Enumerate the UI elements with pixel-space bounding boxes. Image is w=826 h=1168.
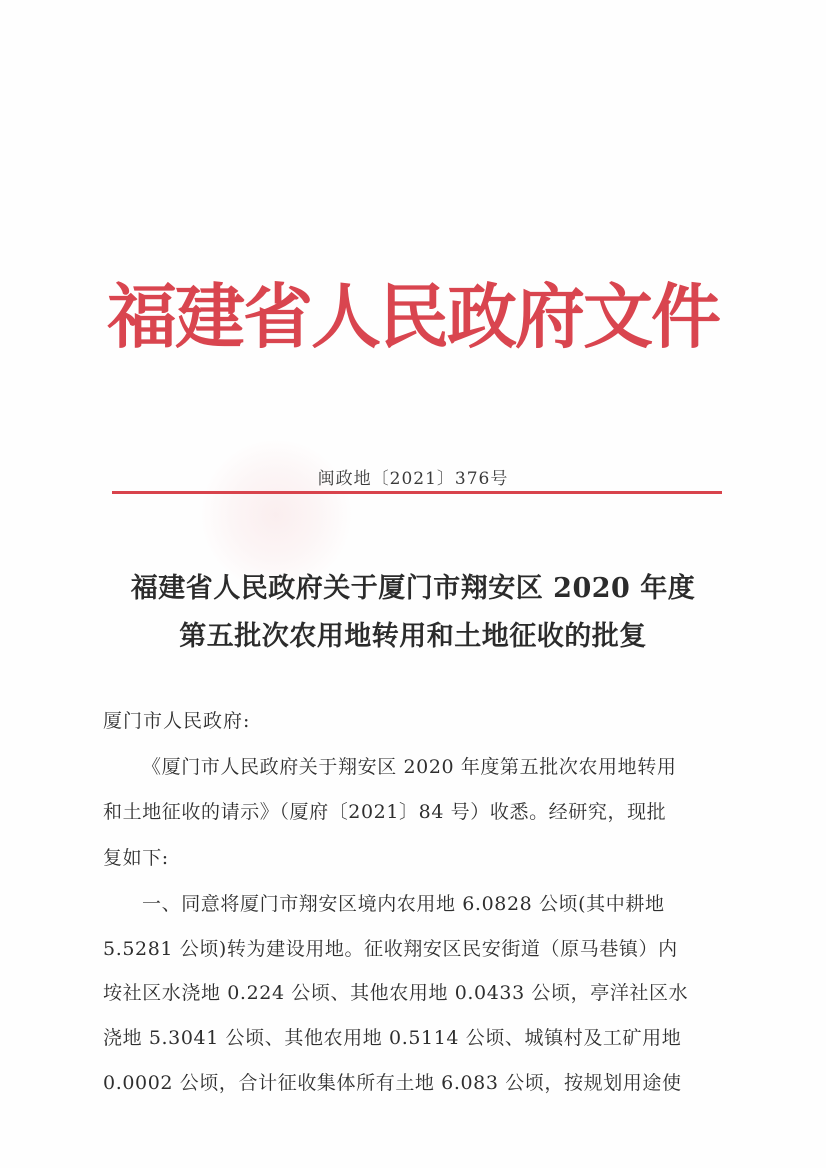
- addressee: 厦门市人民政府:: [103, 710, 251, 732]
- body-paragraph-line: 0.0002 公顷，合计征收集体所有土地 6.083 公顷，按规划用途使: [103, 1072, 682, 1094]
- body-paragraph-line: 垵社区水浇地 0.224 公顷、其他农用地 0.0433 公顷，亭洋社区水: [103, 982, 689, 1004]
- body-paragraph-line: 一、同意将厦门市翔安区境内农用地 6.0828 公顷(其中耕地: [142, 893, 665, 915]
- body-paragraph-line: 5.5281 公顷)转为建设用地。征收翔安区民安街道（原马巷镇）内: [103, 938, 678, 960]
- document-title-line-2: 第五批次农用地转用和土地征收的批复: [179, 621, 647, 652]
- document-number: 闽政地〔2021〕376号: [317, 469, 509, 489]
- document-title-line-1: 福建省人民政府关于厦门市翔安区 2020 年度: [130, 573, 696, 604]
- body-paragraph-line: 《厦门市人民政府关于翔安区 2020 年度第五批次农用地转用: [142, 756, 677, 778]
- body-paragraph-line: 和土地征收的请示》（厦府〔2021〕84 号）收悉。经研究，现批: [103, 801, 667, 823]
- red-divider-line: [112, 491, 722, 494]
- document-masthead: 福建省人民政府文件: [107, 275, 719, 358]
- body-paragraph-line: 复如下:: [103, 847, 169, 869]
- body-paragraph-line: 浇地 5.3041 公顷、其他农用地 0.5114 公顷、城镇村及工矿用地: [103, 1027, 682, 1049]
